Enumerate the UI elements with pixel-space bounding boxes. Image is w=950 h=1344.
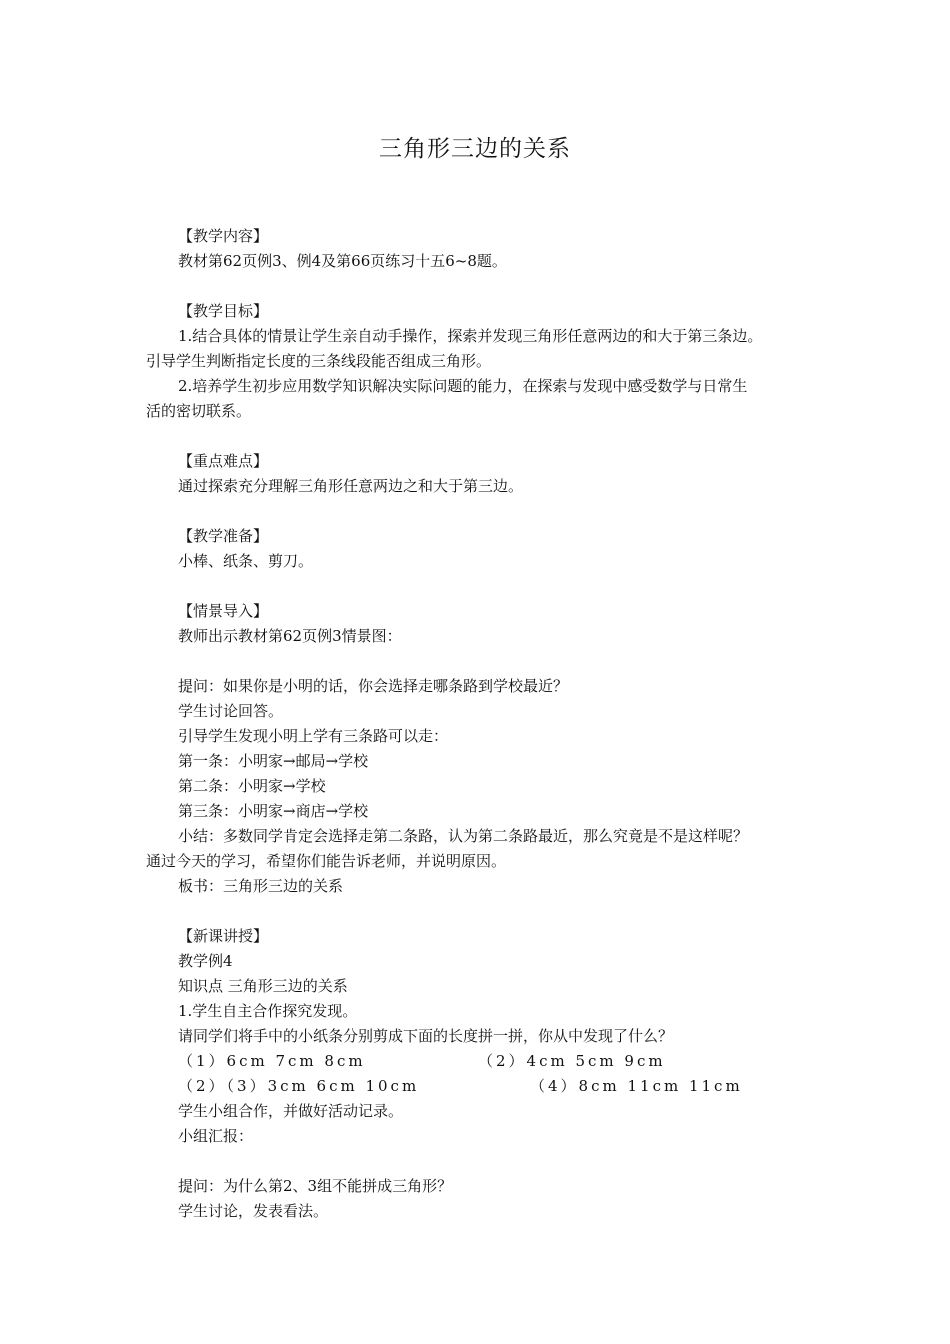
goal-1-line-1: 1.结合具体的情景让学生亲自动手操作，探索并发现三角形任意两边的和大于第三条边。 [178,327,763,345]
lesson-discuss: 学生讨论，发表看法。 [178,1202,329,1220]
lesson-example: 教学例4 [178,952,233,970]
goal-2-line-1: 2.培养学生初步应用数学知识解决实际问题的能力，在探索与发现中感受数学与日常生 [178,377,748,395]
content-text: 教材第62页例3、例4及第66页练习十五6~8题。 [178,252,507,270]
route-3: 第三条：小明家→商店→学校 [178,802,369,820]
section-heading-goals: 【教学目标】 [178,302,269,320]
section-heading-intro: 【情景导入】 [178,602,269,620]
length-set-4: （4）8cm 11cm 11cm [530,1077,743,1095]
lesson-group: 学生小组合作，并做好活动记录。 [178,1102,404,1120]
intro-question: 提问：如果你是小明的话，你会选择走哪条路到学校最近？ [178,677,569,695]
goal-2-line-2: 活的密切联系。 [146,402,252,420]
blank-line [146,1149,826,1174]
prep-text: 小棒、纸条、剪刀。 [178,552,314,570]
intro-discuss: 学生讨论回答。 [178,702,284,720]
route-2: 第二条：小明家→学校 [178,777,326,795]
blank-line [146,274,826,299]
blank-line [146,424,826,449]
blank-line [146,499,826,524]
intro-guide: 引导学生发现小明上学有三条路可以走： [178,727,449,745]
summary-line-1: 小结：多数同学肯定会选择走第二条路，认为第二条路最近，那么究竟是不是这样呢？ [178,827,749,845]
length-sets-row-2 [146,1074,826,1099]
blank-line [146,899,826,924]
length-set-3: （2）（3）3cm 6cm 10cm [178,1077,420,1095]
length-set-2: （2）4cm 5cm 9cm [478,1052,666,1070]
length-sets-row-1 [146,1049,826,1074]
section-heading-prep: 【教学准备】 [178,527,269,545]
blank-line [146,574,826,599]
section-heading-keypoints: 【重点难点】 [178,452,269,470]
page-title: 三角形三边的关系 [379,136,571,162]
blank-line [146,649,826,674]
intro-show: 教师出示教材第62页例3情景图： [178,627,402,645]
goal-1-line-2: 引导学生判断指定长度的三条线段能否组成三角形。 [146,352,492,370]
lesson-instruction: 请同学们将手中的小纸条分别剪成下面的长度拼一拼，你从中发现了什么？ [178,1027,674,1045]
section-heading-lesson: 【新课讲授】 [178,927,269,945]
lesson-knowledge: 知识点 三角形三边的关系 [178,977,348,995]
summary-line-2: 通过今天的学习，希望你们能告诉老师，并说明原因。 [146,852,507,870]
route-1: 第一条：小明家→邮局→学校 [178,752,369,770]
document-body [146,224,826,1224]
keypoints-text: 通过探索充分理解三角形任意两边之和大于第三边。 [178,477,524,495]
board-writing: 板书：三角形三边的关系 [178,877,344,895]
length-set-1: （1）6cm 7cm 8cm [178,1052,366,1070]
lesson-report: 小组汇报： [178,1127,254,1145]
section-heading-content: 【教学内容】 [178,227,269,245]
lesson-why: 提问：为什么第2、3组不能拼成三角形？ [178,1177,453,1195]
lesson-step-1: 1.学生自主合作探究发现。 [178,1002,358,1020]
